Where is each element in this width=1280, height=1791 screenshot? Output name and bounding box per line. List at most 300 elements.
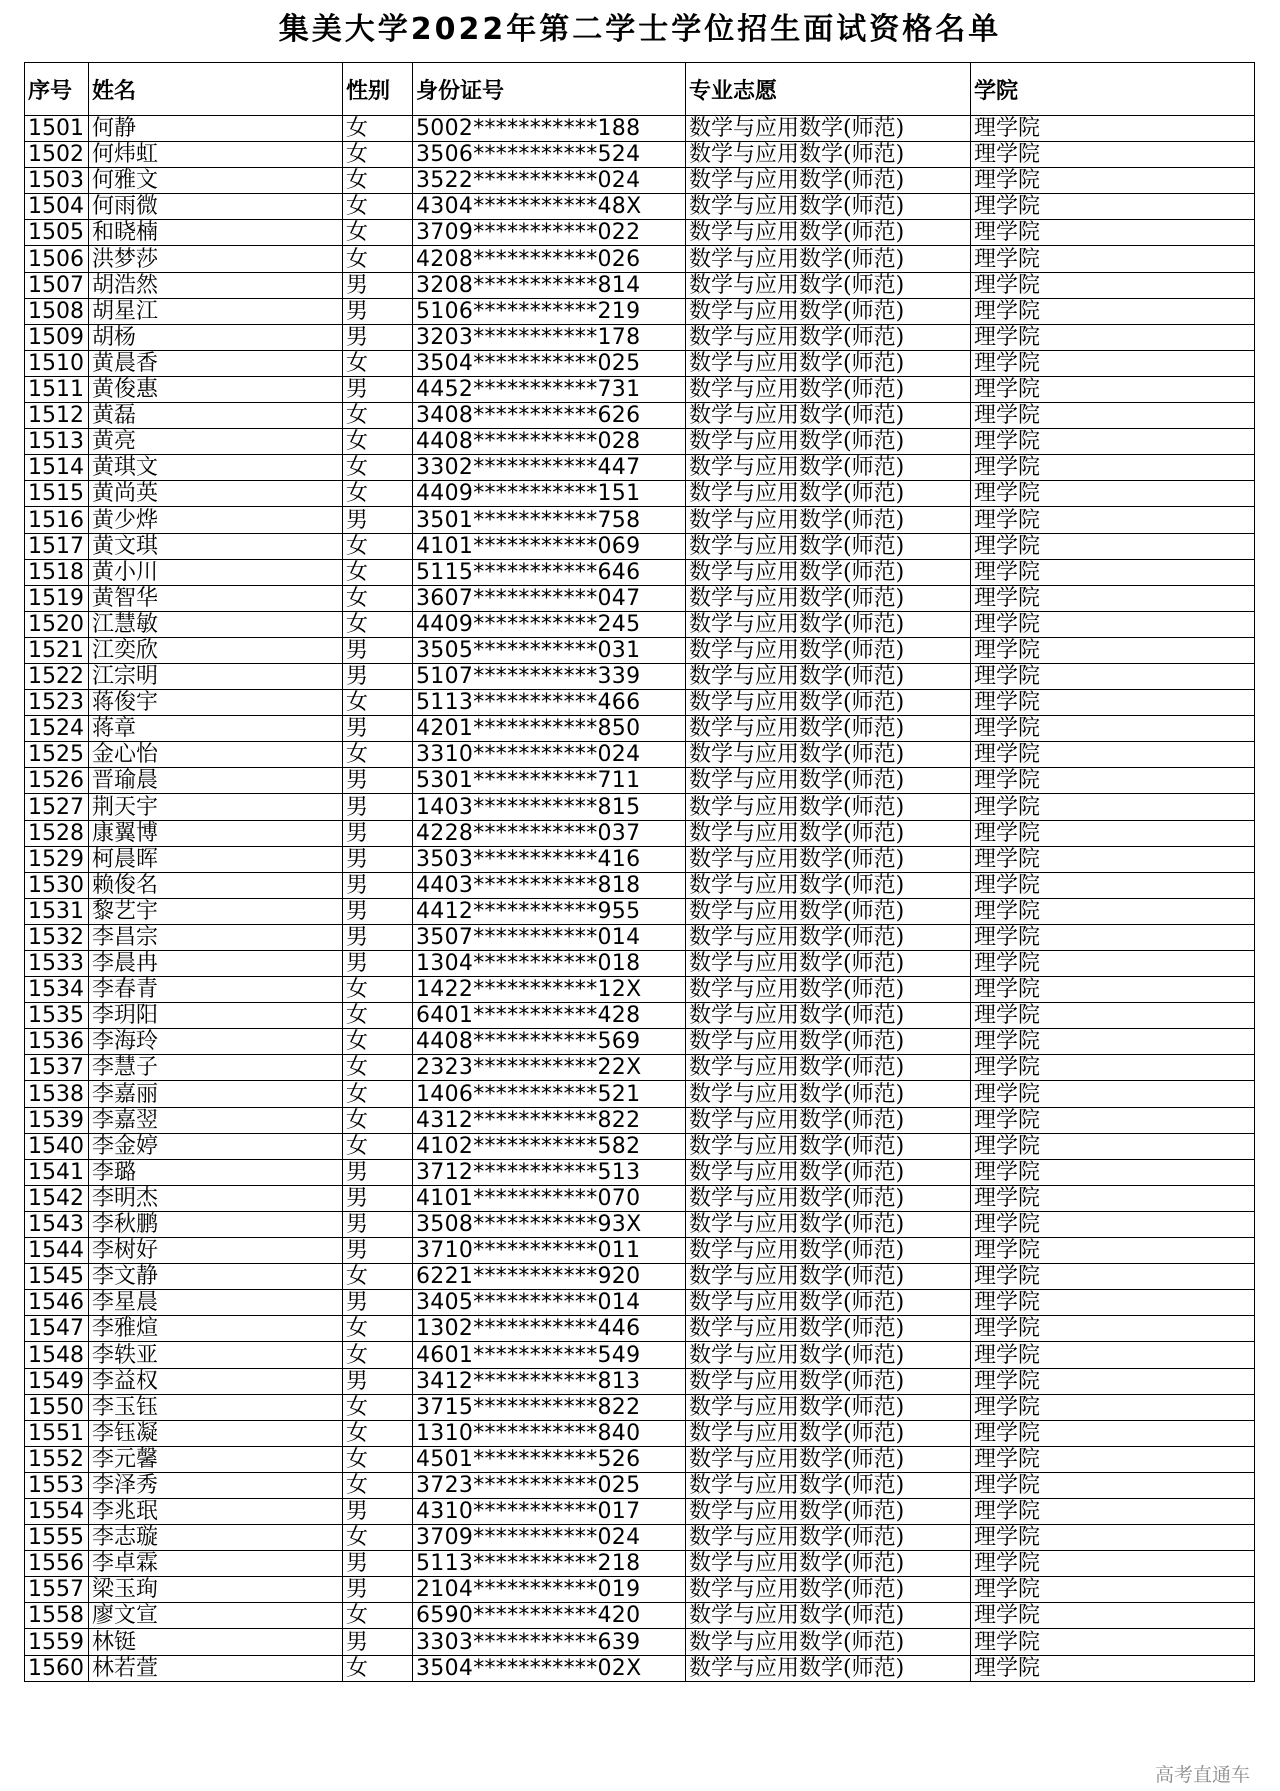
college-cell: 理学院	[971, 376, 1255, 402]
table-row	[25, 481, 1255, 507]
seq-cell: 1525	[25, 742, 89, 768]
major-cell: 数学与应用数学(师范)	[686, 742, 971, 768]
id-number-cell: 1302***********446	[413, 1316, 686, 1342]
name-cell: 江宗明	[89, 663, 343, 689]
college-cell: 理学院	[971, 1472, 1255, 1498]
table-row	[25, 742, 1255, 768]
table-row	[25, 455, 1255, 481]
name-cell: 李树好	[89, 1238, 343, 1264]
header-row	[25, 63, 1255, 116]
college-cell: 理学院	[971, 559, 1255, 585]
id-number-cell: 6590***********420	[413, 1603, 686, 1629]
college-cell: 理学院	[971, 142, 1255, 168]
college-cell: 理学院	[971, 1525, 1255, 1551]
name-cell: 黄尚英	[89, 481, 343, 507]
id-number-cell: 5113***********218	[413, 1551, 686, 1577]
seq-cell: 1507	[25, 272, 89, 298]
major-cell: 数学与应用数学(师范)	[686, 168, 971, 194]
name-cell: 李志璇	[89, 1525, 343, 1551]
major-cell: 数学与应用数学(师范)	[686, 298, 971, 324]
seq-cell: 1513	[25, 429, 89, 455]
gender-cell: 女	[343, 1472, 413, 1498]
name-cell: 李兆珉	[89, 1498, 343, 1524]
name-cell: 李星晨	[89, 1290, 343, 1316]
id-number-cell: 3607***********047	[413, 585, 686, 611]
id-number-cell: 3501***********758	[413, 507, 686, 533]
name-cell: 晋瑜晨	[89, 768, 343, 794]
table-row	[25, 1290, 1255, 1316]
name-cell: 李海玲	[89, 1029, 343, 1055]
seq-cell: 1505	[25, 220, 89, 246]
seq-cell: 1519	[25, 585, 89, 611]
table-row	[25, 1655, 1255, 1681]
id-number-cell: 4409***********151	[413, 481, 686, 507]
college-cell: 理学院	[971, 1107, 1255, 1133]
table-row	[25, 1133, 1255, 1159]
gender-cell: 女	[343, 481, 413, 507]
table-row	[25, 611, 1255, 637]
gender-cell: 女	[343, 1029, 413, 1055]
table-row	[25, 1472, 1255, 1498]
id-number-cell: 1310***********840	[413, 1420, 686, 1446]
id-number-cell: 3504***********02X	[413, 1655, 686, 1681]
gender-cell: 女	[343, 559, 413, 585]
college-cell: 理学院	[971, 1368, 1255, 1394]
name-cell: 和晓楠	[89, 220, 343, 246]
gender-cell: 女	[343, 168, 413, 194]
table-header	[25, 63, 1255, 116]
gender-cell: 女	[343, 1107, 413, 1133]
major-cell: 数学与应用数学(师范)	[686, 1629, 971, 1655]
seq-cell: 1533	[25, 951, 89, 977]
name-cell: 胡杨	[89, 324, 343, 350]
gender-cell: 女	[343, 1420, 413, 1446]
name-cell: 李昌宗	[89, 924, 343, 950]
id-number-cell: 3522***********024	[413, 168, 686, 194]
name-cell: 蒋俊宇	[89, 690, 343, 716]
gender-cell: 女	[343, 1003, 413, 1029]
table-row	[25, 1551, 1255, 1577]
seq-cell: 1514	[25, 455, 89, 481]
table-row	[25, 585, 1255, 611]
college-cell: 理学院	[971, 168, 1255, 194]
name-cell: 李慧子	[89, 1055, 343, 1081]
gender-cell: 男	[343, 951, 413, 977]
major-cell: 数学与应用数学(师范)	[686, 246, 971, 272]
table-row	[25, 1342, 1255, 1368]
major-cell: 数学与应用数学(师范)	[686, 585, 971, 611]
table-row	[25, 1211, 1255, 1237]
id-number-cell: 3408***********626	[413, 403, 686, 429]
major-cell: 数学与应用数学(师范)	[686, 1238, 971, 1264]
seq-cell: 1549	[25, 1368, 89, 1394]
college-cell: 理学院	[971, 1629, 1255, 1655]
id-number-cell: 4452***********731	[413, 376, 686, 402]
id-number-cell: 1403***********815	[413, 794, 686, 820]
name-cell: 蒋章	[89, 716, 343, 742]
seq-cell: 1541	[25, 1159, 89, 1185]
name-cell: 黄磊	[89, 403, 343, 429]
college-cell: 理学院	[971, 846, 1255, 872]
major-cell: 数学与应用数学(师范)	[686, 1420, 971, 1446]
gender-cell: 男	[343, 820, 413, 846]
id-number-cell: 4408***********569	[413, 1029, 686, 1055]
table-row	[25, 350, 1255, 376]
major-cell: 数学与应用数学(师范)	[686, 1003, 971, 1029]
college-cell: 理学院	[971, 1081, 1255, 1107]
id-number-cell: 4312***********822	[413, 1107, 686, 1133]
college-cell: 理学院	[971, 585, 1255, 611]
college-cell: 理学院	[971, 350, 1255, 376]
major-cell: 数学与应用数学(师范)	[686, 1525, 971, 1551]
id-number-cell: 4228***********037	[413, 820, 686, 846]
gender-cell: 女	[343, 533, 413, 559]
major-cell: 数学与应用数学(师范)	[686, 455, 971, 481]
college-cell: 理学院	[971, 1394, 1255, 1420]
college-cell: 理学院	[971, 1211, 1255, 1237]
major-cell: 数学与应用数学(师范)	[686, 481, 971, 507]
major-cell: 数学与应用数学(师范)	[686, 220, 971, 246]
id-number-cell: 3505***********031	[413, 637, 686, 663]
gender-cell: 男	[343, 1551, 413, 1577]
gender-cell: 女	[343, 1133, 413, 1159]
major-cell: 数学与应用数学(师范)	[686, 507, 971, 533]
table-row	[25, 637, 1255, 663]
table-row	[25, 820, 1255, 846]
name-cell: 黄俊惠	[89, 376, 343, 402]
college-cell: 理学院	[971, 533, 1255, 559]
gender-cell: 男	[343, 1159, 413, 1185]
gender-cell: 女	[343, 585, 413, 611]
gender-cell: 男	[343, 1185, 413, 1211]
major-cell: 数学与应用数学(师范)	[686, 1446, 971, 1472]
gender-cell: 男	[343, 716, 413, 742]
seq-cell: 1545	[25, 1264, 89, 1290]
college-cell: 理学院	[971, 1603, 1255, 1629]
table-row	[25, 1029, 1255, 1055]
major-cell: 数学与应用数学(师范)	[686, 1264, 971, 1290]
id-number-cell: 4403***********818	[413, 872, 686, 898]
gender-cell: 女	[343, 1603, 413, 1629]
id-number-cell: 4412***********955	[413, 898, 686, 924]
major-cell: 数学与应用数学(师范)	[686, 1394, 971, 1420]
gender-cell: 女	[343, 194, 413, 220]
gender-cell: 男	[343, 846, 413, 872]
college-cell: 理学院	[971, 220, 1255, 246]
seq-cell: 1521	[25, 637, 89, 663]
gender-cell: 男	[343, 507, 413, 533]
name-cell: 黄晨香	[89, 350, 343, 376]
name-cell: 胡浩然	[89, 272, 343, 298]
id-number-cell: 3504***********025	[413, 350, 686, 376]
college-cell: 理学院	[971, 977, 1255, 1003]
table-row	[25, 220, 1255, 246]
table-row	[25, 324, 1255, 350]
seq-cell: 1529	[25, 846, 89, 872]
table-row	[25, 846, 1255, 872]
college-cell: 理学院	[971, 663, 1255, 689]
college-cell: 理学院	[971, 1342, 1255, 1368]
column-header-name: 姓名	[89, 63, 343, 116]
seq-cell: 1552	[25, 1446, 89, 1472]
major-cell: 数学与应用数学(师范)	[686, 611, 971, 637]
name-cell: 李卓霖	[89, 1551, 343, 1577]
id-number-cell: 3302***********447	[413, 455, 686, 481]
name-cell: 李钰凝	[89, 1420, 343, 1446]
gender-cell: 女	[343, 1446, 413, 1472]
id-number-cell: 3715***********822	[413, 1394, 686, 1420]
id-number-cell: 5107***********339	[413, 663, 686, 689]
id-number-cell: 4208***********026	[413, 246, 686, 272]
name-cell: 何雅文	[89, 168, 343, 194]
gender-cell: 男	[343, 324, 413, 350]
gender-cell: 男	[343, 768, 413, 794]
gender-cell: 女	[343, 116, 413, 142]
column-header-major: 专业志愿	[686, 63, 971, 116]
gender-cell: 女	[343, 742, 413, 768]
table-row	[25, 376, 1255, 402]
gender-cell: 女	[343, 1525, 413, 1551]
id-number-cell: 3506***********524	[413, 142, 686, 168]
seq-cell: 1508	[25, 298, 89, 324]
name-cell: 林铤	[89, 1629, 343, 1655]
table-row	[25, 951, 1255, 977]
table-row	[25, 768, 1255, 794]
seq-cell: 1518	[25, 559, 89, 585]
name-cell: 李嘉翌	[89, 1107, 343, 1133]
seq-cell: 1503	[25, 168, 89, 194]
major-cell: 数学与应用数学(师范)	[686, 846, 971, 872]
college-cell: 理学院	[971, 1159, 1255, 1185]
college-cell: 理学院	[971, 611, 1255, 637]
table-row	[25, 1603, 1255, 1629]
gender-cell: 女	[343, 1081, 413, 1107]
seq-cell: 1536	[25, 1029, 89, 1055]
name-cell: 李秋鹏	[89, 1211, 343, 1237]
id-number-cell: 1304***********018	[413, 951, 686, 977]
table-row	[25, 1316, 1255, 1342]
table-row	[25, 1003, 1255, 1029]
college-cell: 理学院	[971, 1055, 1255, 1081]
gender-cell: 男	[343, 1238, 413, 1264]
table-row	[25, 872, 1255, 898]
major-cell: 数学与应用数学(师范)	[686, 768, 971, 794]
major-cell: 数学与应用数学(师范)	[686, 272, 971, 298]
id-number-cell: 3208***********814	[413, 272, 686, 298]
gender-cell: 女	[343, 1394, 413, 1420]
id-number-cell: 5115***********646	[413, 559, 686, 585]
name-cell: 李嘉丽	[89, 1081, 343, 1107]
id-number-cell: 3508***********93X	[413, 1211, 686, 1237]
seq-cell: 1526	[25, 768, 89, 794]
table-row	[25, 690, 1255, 716]
college-cell: 理学院	[971, 1290, 1255, 1316]
seq-cell: 1548	[25, 1342, 89, 1368]
college-cell: 理学院	[971, 898, 1255, 924]
id-number-cell: 3712***********513	[413, 1159, 686, 1185]
table-row	[25, 403, 1255, 429]
gender-cell: 男	[343, 663, 413, 689]
seq-cell: 1556	[25, 1551, 89, 1577]
table-row	[25, 1264, 1255, 1290]
seq-cell: 1544	[25, 1238, 89, 1264]
name-cell: 黄琪文	[89, 455, 343, 481]
college-cell: 理学院	[971, 820, 1255, 846]
gender-cell: 男	[343, 298, 413, 324]
college-cell: 理学院	[971, 1185, 1255, 1211]
seq-cell: 1510	[25, 350, 89, 376]
seq-cell: 1538	[25, 1081, 89, 1107]
name-cell: 黄智华	[89, 585, 343, 611]
college-cell: 理学院	[971, 1498, 1255, 1524]
seq-cell: 1554	[25, 1498, 89, 1524]
table-row	[25, 1368, 1255, 1394]
seq-cell: 1523	[25, 690, 89, 716]
seq-cell: 1557	[25, 1577, 89, 1603]
major-cell: 数学与应用数学(师范)	[686, 1472, 971, 1498]
id-number-cell: 5301***********711	[413, 768, 686, 794]
college-cell: 理学院	[971, 246, 1255, 272]
id-number-cell: 2323***********22X	[413, 1055, 686, 1081]
seq-cell: 1501	[25, 116, 89, 142]
seq-cell: 1511	[25, 376, 89, 402]
table-row	[25, 1446, 1255, 1472]
gender-cell: 男	[343, 1577, 413, 1603]
seq-cell: 1550	[25, 1394, 89, 1420]
major-cell: 数学与应用数学(师范)	[686, 1133, 971, 1159]
name-cell: 李璐	[89, 1159, 343, 1185]
college-cell: 理学院	[971, 1264, 1255, 1290]
id-number-cell: 4201***********850	[413, 716, 686, 742]
table-row	[25, 794, 1255, 820]
seq-cell: 1560	[25, 1655, 89, 1681]
name-cell: 梁玉珣	[89, 1577, 343, 1603]
id-number-cell: 4102***********582	[413, 1133, 686, 1159]
seq-cell: 1515	[25, 481, 89, 507]
gender-cell: 男	[343, 898, 413, 924]
id-number-cell: 3503***********416	[413, 846, 686, 872]
name-cell: 黄小川	[89, 559, 343, 585]
table-row	[25, 533, 1255, 559]
seq-cell: 1532	[25, 924, 89, 950]
table-row	[25, 116, 1255, 142]
name-cell: 康翼博	[89, 820, 343, 846]
id-number-cell: 4101***********069	[413, 533, 686, 559]
table-row	[25, 1185, 1255, 1211]
gender-cell: 女	[343, 690, 413, 716]
college-cell: 理学院	[971, 637, 1255, 663]
gender-cell: 女	[343, 246, 413, 272]
gender-cell: 女	[343, 977, 413, 1003]
name-cell: 洪梦莎	[89, 246, 343, 272]
college-cell: 理学院	[971, 194, 1255, 220]
gender-cell: 男	[343, 1290, 413, 1316]
gender-cell: 女	[343, 403, 413, 429]
major-cell: 数学与应用数学(师范)	[686, 1368, 971, 1394]
college-cell: 理学院	[971, 1029, 1255, 1055]
id-number-cell: 4310***********017	[413, 1498, 686, 1524]
college-cell: 理学院	[971, 481, 1255, 507]
seq-cell: 1530	[25, 872, 89, 898]
name-cell: 黄文琪	[89, 533, 343, 559]
gender-cell: 男	[343, 272, 413, 298]
watermark: 高考直通车	[1154, 1764, 1250, 1786]
major-cell: 数学与应用数学(师范)	[686, 1159, 971, 1185]
major-cell: 数学与应用数学(师范)	[686, 324, 971, 350]
major-cell: 数学与应用数学(师范)	[686, 1185, 971, 1211]
college-cell: 理学院	[971, 690, 1255, 716]
major-cell: 数学与应用数学(师范)	[686, 376, 971, 402]
major-cell: 数学与应用数学(师范)	[686, 403, 971, 429]
table-row	[25, 924, 1255, 950]
major-cell: 数学与应用数学(师范)	[686, 1342, 971, 1368]
name-cell: 黄少烨	[89, 507, 343, 533]
name-cell: 李春青	[89, 977, 343, 1003]
college-cell: 理学院	[971, 794, 1255, 820]
college-cell: 理学院	[971, 507, 1255, 533]
id-number-cell: 3310***********024	[413, 742, 686, 768]
major-cell: 数学与应用数学(师范)	[686, 1055, 971, 1081]
gender-cell: 女	[343, 1342, 413, 1368]
major-cell: 数学与应用数学(师范)	[686, 1107, 971, 1133]
seq-cell: 1506	[25, 246, 89, 272]
id-number-cell: 3412***********813	[413, 1368, 686, 1394]
major-cell: 数学与应用数学(师范)	[686, 820, 971, 846]
major-cell: 数学与应用数学(师范)	[686, 1655, 971, 1681]
name-cell: 柯晨晖	[89, 846, 343, 872]
name-cell: 何静	[89, 116, 343, 142]
id-number-cell: 3405***********014	[413, 1290, 686, 1316]
id-number-cell: 5002***********188	[413, 116, 686, 142]
college-cell: 理学院	[971, 455, 1255, 481]
seq-cell: 1537	[25, 1055, 89, 1081]
column-header-seq: 序号	[25, 63, 89, 116]
seq-cell: 1558	[25, 1603, 89, 1629]
gender-cell: 男	[343, 872, 413, 898]
major-cell: 数学与应用数学(师范)	[686, 637, 971, 663]
name-cell: 李益权	[89, 1368, 343, 1394]
name-cell: 李玥阳	[89, 1003, 343, 1029]
name-cell: 李文静	[89, 1264, 343, 1290]
gender-cell: 女	[343, 350, 413, 376]
major-cell: 数学与应用数学(师范)	[686, 977, 971, 1003]
major-cell: 数学与应用数学(师范)	[686, 350, 971, 376]
college-cell: 理学院	[971, 924, 1255, 950]
college-cell: 理学院	[971, 1316, 1255, 1342]
gender-cell: 女	[343, 455, 413, 481]
id-number-cell: 4601***********549	[413, 1342, 686, 1368]
gender-cell: 女	[343, 1264, 413, 1290]
seq-cell: 1547	[25, 1316, 89, 1342]
name-cell: 李元馨	[89, 1446, 343, 1472]
major-cell: 数学与应用数学(师范)	[686, 716, 971, 742]
table-row	[25, 272, 1255, 298]
major-cell: 数学与应用数学(师范)	[686, 429, 971, 455]
gender-cell: 女	[343, 1316, 413, 1342]
major-cell: 数学与应用数学(师范)	[686, 898, 971, 924]
table-row	[25, 1107, 1255, 1133]
table-row	[25, 1498, 1255, 1524]
name-cell: 李玉钰	[89, 1394, 343, 1420]
major-cell: 数学与应用数学(师范)	[686, 116, 971, 142]
column-header-gender: 性别	[343, 63, 413, 116]
seq-cell: 1522	[25, 663, 89, 689]
id-number-cell: 3303***********639	[413, 1629, 686, 1655]
gender-cell: 女	[343, 611, 413, 637]
college-cell: 理学院	[971, 1655, 1255, 1681]
table-row	[25, 298, 1255, 324]
table-row	[25, 1055, 1255, 1081]
